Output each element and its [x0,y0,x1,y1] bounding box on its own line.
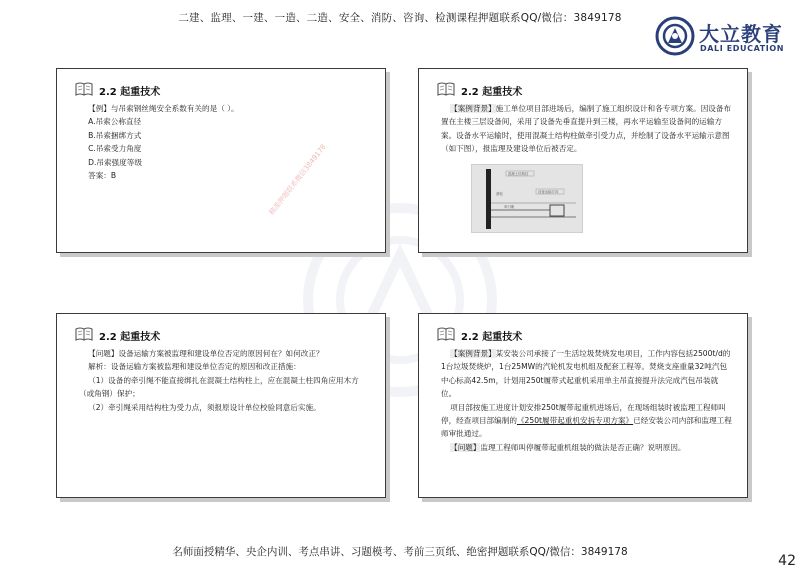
figure-label-direction: 设备运输方向 [538,190,559,194]
option-d: D.吊索强度等级 [88,157,142,167]
open-book-icon [75,81,93,97]
page-number: 42 [778,553,796,569]
question-tag: 【问题】 [450,442,481,452]
figure-label-pulley: 滑轮 [496,192,503,196]
open-book-icon [437,326,455,342]
option-c: C.吊索受力角度 [88,144,142,154]
transport-diagram-figure [471,164,583,233]
analysis-intro: 解析：设备运输方案被监理和建设单位否定的原因和改正措施： [88,362,301,372]
dali-emblem-icon [655,16,695,56]
slide-body [79,347,371,414]
case-text-2a: 项目部按施工进度计划安排250t履带起重机进场后，在现场组装时被监理工程师叫停，经查项目部编制的 [441,402,726,426]
question-stem: 【例】与吊索钢丝绳安全系数有关的是（ ）。 [88,104,239,113]
top-contact-banner: 二建、监理、一建、一造、二造、安全、消防、咨询、检测课程押题联系QQ/微信：3849178 [178,12,622,24]
figure-label-column: 混凝土结构柱 [508,172,529,176]
slide-case-background-crane [418,313,748,498]
slide-watermark-text: 精准押题联系微信3849178 [267,142,328,217]
concrete-column-shape [486,169,491,229]
answer: 答案：B [88,171,117,181]
dali-education-logo [655,14,795,60]
case-text-1: 某安装公司承接了一生活垃圾焚烧发电项目，工作内容包括2500t/d的1台垃圾焚烧炉，1台25MW的汽轮机发电机组及配套工程等。焚烧支座重量32吨汽包中心标高42.5m，计划用250t履带式起重机采用单主吊直接提升法完成汽包吊装就位。 [441,349,731,399]
special-plan-title: 《250t履带起重机安拆专项方案》 [516,416,634,426]
slide-title: 2.2 起重技术 [461,332,523,343]
slide-body [441,102,733,156]
case-paragraph-1 [441,347,733,401]
slide-case-background-transport [418,68,748,253]
case-text-2b: 已经安装公司内部和监理工程师审批通过。 [441,416,732,439]
question-text: 监理工程师叫停履带起重机组装的做法是否正确？说明原因。 [480,442,686,452]
question-text: 【问题】设备运输方案被监理和建设单位否定的原因何在？如何改正？ [88,349,324,358]
case-tag: 【案例背景】 [450,104,496,113]
open-book-icon [437,81,455,97]
case-paragraph-2 [441,401,733,441]
slide-title: 2.2 起重技术 [461,87,523,98]
case-text: 施工单位项目部进场后，编制了施工组织设计和各专项方案。因设备布置在主楼三层设备间，采用了设备先垂直提升到三楼，再水平运输至设备间的运输方案。设备水平运输时，使用混凝土结构柱做牵引受力点，并绘制了设备水平运输示意图（如下图），报监理及建设单位后被否定。 [441,104,732,154]
case-tag: 【案例背景】 [450,349,496,358]
logo-chinese-text: 大立教育 [699,22,783,46]
slide-question-analysis [56,313,386,498]
case-paragraph [441,102,733,156]
logo-english-text: DALI EDUCATION [700,44,785,53]
slide-title: 2.2 起重技术 [99,332,161,343]
slide-body [79,102,371,182]
equipment-shape [550,205,564,216]
analysis-point-1: （1）设备的牵引绳不能直接绑扎在混凝土结构柱上，应在混凝土柱四角应用木方（或角钢）保护； [79,375,359,399]
bottom-contact-banner: 名师面授精华、央企内训、考点串讲、习题模考、考前三页纸、绝密押题联系QQ/微信：3849178 [172,546,628,558]
slide-body [441,347,733,454]
question-paragraph [441,441,733,454]
slide-example-question [56,68,386,253]
slide-title: 2.2 起重技术 [99,87,161,98]
figure-label-rope: 牵引绳 [504,205,515,209]
transport-diagram [472,165,582,232]
open-book-icon [75,326,93,342]
analysis-point-2: （2）牵引绳采用结构柱为受力点，须报原设计单位校验同意后实施。 [88,402,321,412]
option-b: B.吊索捆绑方式 [88,130,142,140]
option-a: A.吊索公称直径 [88,117,142,127]
